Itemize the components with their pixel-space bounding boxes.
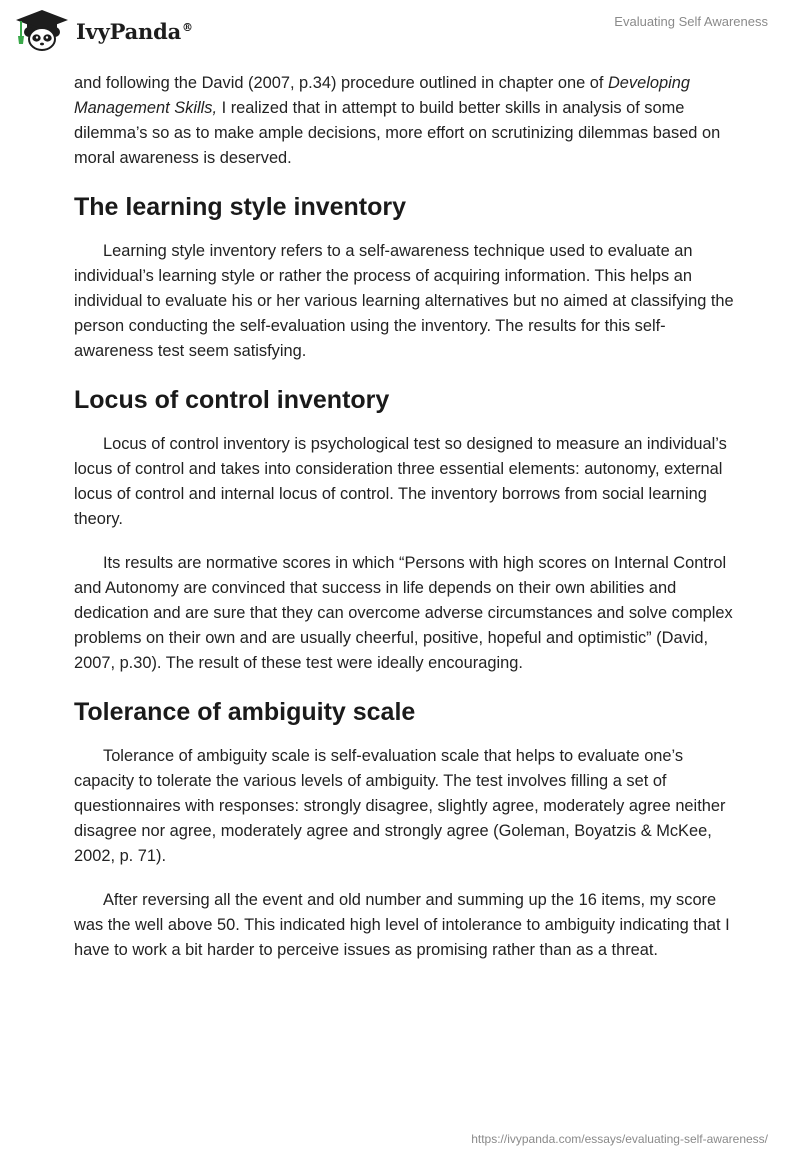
section-heading-locus-of-control: Locus of control inventory bbox=[74, 386, 390, 414]
brand-name: IvyPanda® bbox=[76, 18, 193, 44]
tolerance-paragraph-1: Tolerance of ambiguity scale is self-evaluation scale that helps to evaluate one’s capacity to tolerate the various levels of ambiguity. The test involves filling a set of questionnaires with responses: strongly disagree, slightly agree, moderately agree neither disagree nor agree, moderately agree and strongly agree (Goleman, Boyatzis & McKee, 2002, p. 71). bbox=[74, 747, 726, 865]
tolerance-paragraph-2: After reversing all the event and old number and summing up the 16 items, my score was the well above 50. This indicated high level of intolerance to ambiguity indicating that I have to work a bit harder to perceive issues as promising rather than as a threat. bbox=[74, 891, 730, 959]
essay-body bbox=[74, 71, 734, 982]
locus-of-control-paragraph-1: Locus of control inventory is psychological test so designed to measure an individual’s locus of control and takes into consideration three essential elements: autonomy, external locus of control and internal locus of control. The inventory borrows from social learning theory. bbox=[74, 435, 727, 528]
section-heading-learning-style: The learning style inventory bbox=[74, 193, 407, 221]
ivypanda-logo[interactable] bbox=[14, 8, 193, 52]
learning-style-paragraph: Learning style inventory refers to a self-awareness technique used to evaluate an individual’s learning style or rather the process of acquiring information. This helps an individual to evaluate his or her various learning alternatives but no aimed at classifying the person conducting the self-evaluation using the inventory. The results for this self-awareness test seem satisfying. bbox=[74, 242, 734, 360]
document-title: Evaluating Self Awareness bbox=[614, 14, 768, 29]
section-heading-tolerance-of-ambiguity: Tolerance of ambiguity scale bbox=[74, 698, 416, 726]
source-url[interactable]: https://ivypanda.com/essays/evaluating-self-awareness/ bbox=[471, 1132, 768, 1146]
intro-paragraph: and following the David (2007, p.34) procedure outlined in chapter one of Developing Management Skills, I realized that in attempt to build better skills in analysis of some dilemma’s so as to make ample decisions, more effort on scrutinizing dilemmas based on moral awareness is deserved. bbox=[74, 74, 721, 167]
locus-of-control-paragraph-2: Its results are normative scores in which “Persons with high scores on Internal Control and Autonomy are convinced that success in life depends on their own abilities and dedication and are sure that they can overcome adverse circumstances and solve complex problems on their own and are usually cheerful, positive, hopeful and optimistic” (David, 2007, p.30). The result of these test were ideally encouraging. bbox=[74, 554, 733, 672]
page-header bbox=[0, 0, 800, 70]
book-title: Developing Management Skills, bbox=[74, 74, 690, 117]
panda-graduate-icon bbox=[14, 8, 70, 52]
